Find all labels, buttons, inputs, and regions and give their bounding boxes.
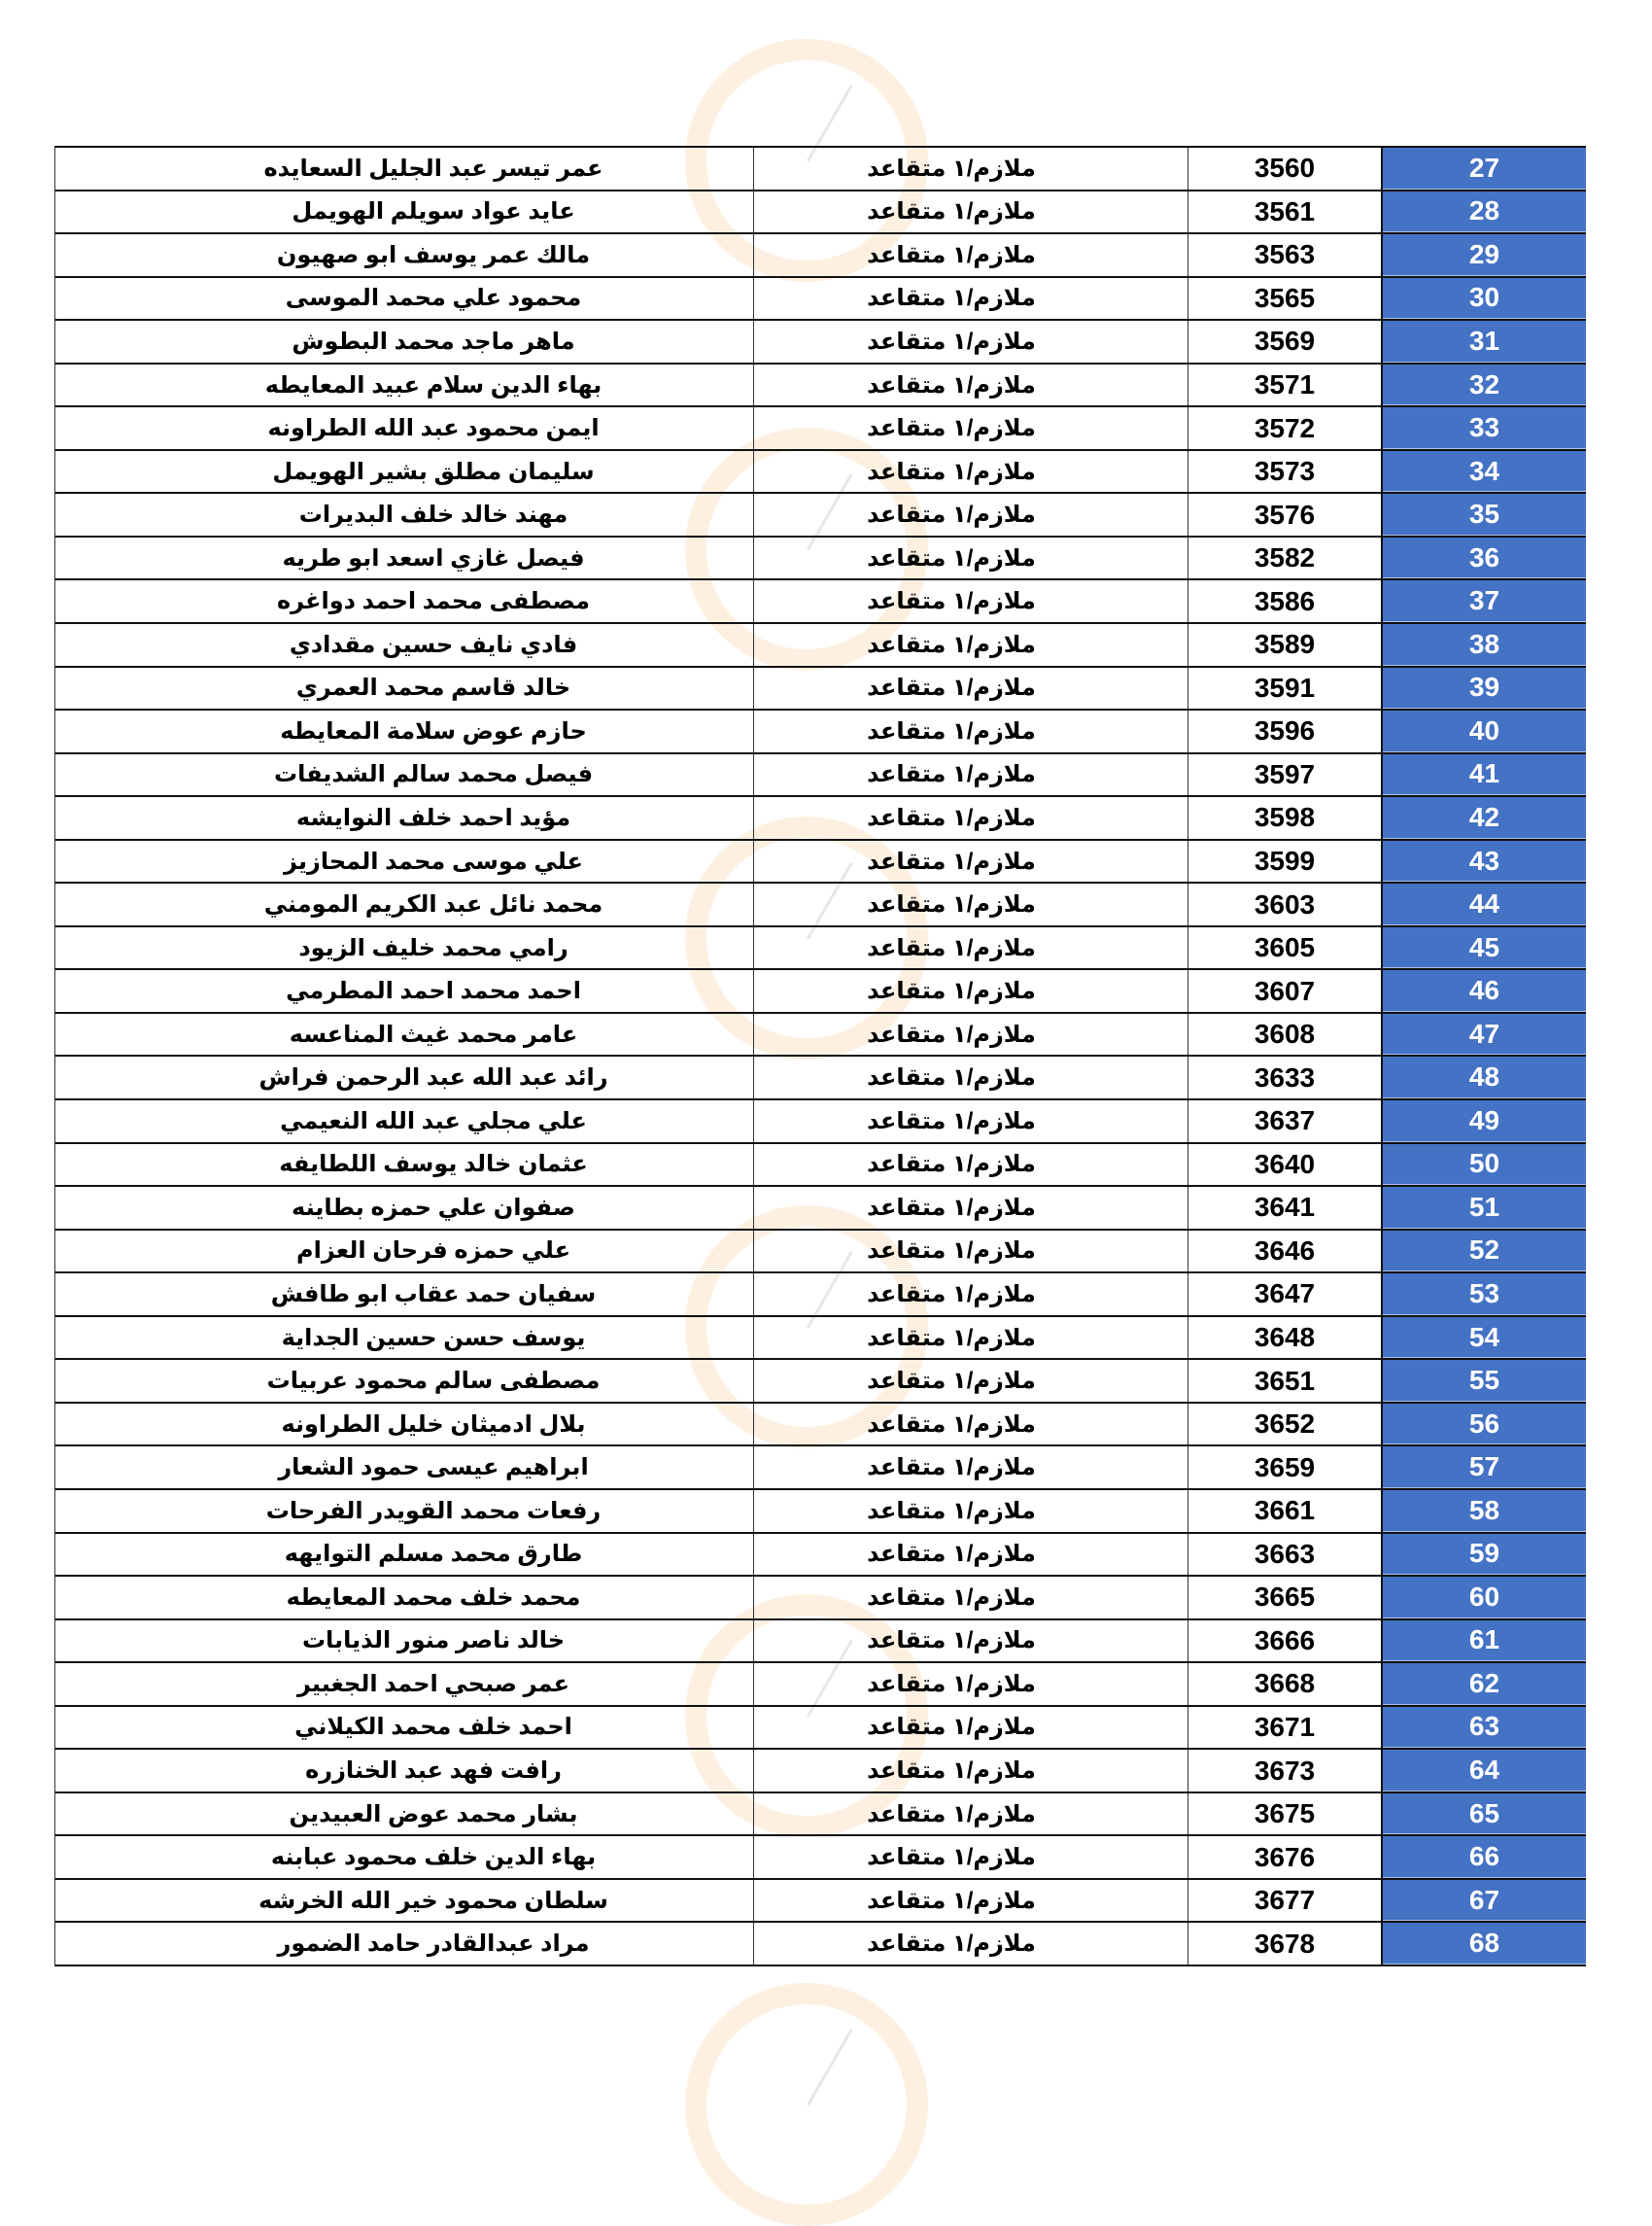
table-row (55, 1750, 1586, 1793)
number-cell: 3563 (1188, 234, 1383, 276)
table-row (55, 927, 1586, 971)
table-row (55, 1273, 1586, 1317)
index-cell: 45 (1383, 927, 1586, 969)
rank-cell: ملازم/١ متقاعد (754, 754, 1188, 796)
table-row (55, 624, 1586, 668)
rank-cell: ملازم/١ متقاعد (754, 1187, 1188, 1229)
index-cell: 29 (1383, 234, 1586, 276)
index-cell: 64 (1383, 1750, 1586, 1791)
rank-cell: ملازم/١ متقاعد (754, 538, 1188, 579)
index-cell: 37 (1383, 580, 1586, 622)
table-row (55, 1231, 1586, 1274)
number-cell: 3666 (1188, 1620, 1383, 1662)
index-cell: 42 (1383, 797, 1586, 839)
index-cell: 31 (1383, 321, 1586, 363)
index-cell: 52 (1383, 1231, 1586, 1272)
number-cell: 3651 (1188, 1360, 1383, 1402)
table-row (55, 365, 1586, 408)
table-row (55, 1577, 1586, 1620)
number-cell: 3675 (1188, 1793, 1383, 1835)
rank-cell: ملازم/١ متقاعد (754, 624, 1188, 666)
table-row (55, 191, 1586, 235)
number-cell: 3661 (1188, 1490, 1383, 1532)
table-row (55, 1923, 1586, 1966)
table-row (55, 1707, 1586, 1751)
number-cell: 3561 (1188, 191, 1383, 233)
index-cell: 49 (1383, 1100, 1586, 1142)
table-row (55, 711, 1586, 754)
index-cell: 66 (1383, 1836, 1586, 1878)
number-cell: 3571 (1188, 365, 1383, 406)
number-cell: 3599 (1188, 841, 1383, 883)
index-cell: 33 (1383, 407, 1586, 449)
rank-cell: ملازم/١ متقاعد (754, 1057, 1188, 1098)
name-cell: سليمان مطلق بشير الهويمل (55, 451, 754, 493)
index-cell: 30 (1383, 278, 1586, 320)
table-row (55, 1144, 1586, 1188)
index-cell: 54 (1383, 1317, 1586, 1359)
table-row (55, 234, 1586, 278)
rank-cell: ملازم/١ متقاعد (754, 1446, 1188, 1488)
number-cell: 3676 (1188, 1836, 1383, 1878)
number-cell: 3576 (1188, 494, 1383, 536)
personnel-table (54, 146, 1586, 1966)
number-cell: 3589 (1188, 624, 1383, 666)
index-cell: 53 (1383, 1273, 1586, 1315)
number-cell: 3607 (1188, 970, 1383, 1012)
name-cell: فيصل غازي اسعد ابو طريه (55, 538, 754, 579)
rank-cell: ملازم/١ متقاعد (754, 711, 1188, 752)
name-cell: علي حمزه فرحان العزام (55, 1231, 754, 1272)
table-row (55, 754, 1586, 798)
index-cell: 65 (1383, 1793, 1586, 1835)
number-cell: 3598 (1188, 797, 1383, 839)
index-cell: 43 (1383, 841, 1586, 883)
rank-cell: ملازم/١ متقاعد (754, 668, 1188, 710)
rank-cell: ملازم/١ متقاعد (754, 1100, 1188, 1142)
index-cell: 46 (1383, 970, 1586, 1012)
rank-cell: ملازم/١ متقاعد (754, 1836, 1188, 1878)
index-cell: 36 (1383, 538, 1586, 579)
index-cell: 48 (1383, 1057, 1586, 1098)
number-cell: 3573 (1188, 451, 1383, 493)
table-row (55, 1490, 1586, 1534)
rank-cell: ملازم/١ متقاعد (754, 1404, 1188, 1445)
table-row (55, 1057, 1586, 1100)
number-cell: 3678 (1188, 1923, 1383, 1965)
name-cell: سفيان حمد عقاب ابو طافش (55, 1273, 754, 1315)
rank-cell: ملازم/١ متقاعد (754, 1793, 1188, 1835)
index-cell: 57 (1383, 1446, 1586, 1488)
index-cell: 51 (1383, 1187, 1586, 1229)
rank-cell: ملازم/١ متقاعد (754, 494, 1188, 536)
name-cell: رافت فهد عبد الخنازره (55, 1750, 754, 1791)
name-cell: ايمن محمود عبد الله الطراونه (55, 407, 754, 449)
rank-cell: ملازم/١ متقاعد (754, 148, 1188, 190)
number-cell: 3597 (1188, 754, 1383, 796)
rank-cell: ملازم/١ متقاعد (754, 191, 1188, 233)
index-cell: 34 (1383, 451, 1586, 493)
rank-cell: ملازم/١ متقاعد (754, 1663, 1188, 1705)
name-cell: عمر صبحي احمد الجغبير (55, 1663, 754, 1705)
rank-cell: ملازم/١ متقاعد (754, 1534, 1188, 1576)
table-row (55, 407, 1586, 451)
rank-cell: ملازم/١ متقاعد (754, 1360, 1188, 1402)
table-row (55, 1620, 1586, 1664)
name-cell: خالد قاسم محمد العمري (55, 668, 754, 710)
index-cell: 59 (1383, 1534, 1586, 1576)
table-row (55, 1446, 1586, 1490)
table-row (55, 321, 1586, 365)
rank-cell: ملازم/١ متقاعد (754, 1577, 1188, 1618)
name-cell: احمد محمد احمد المطرمي (55, 970, 754, 1012)
rank-cell: ملازم/١ متقاعد (754, 1620, 1188, 1662)
index-cell: 50 (1383, 1144, 1586, 1186)
index-cell: 56 (1383, 1404, 1586, 1445)
index-cell: 60 (1383, 1577, 1586, 1618)
index-cell: 41 (1383, 754, 1586, 796)
table-row (55, 841, 1586, 885)
number-cell: 3663 (1188, 1534, 1383, 1576)
rank-cell: ملازم/١ متقاعد (754, 797, 1188, 839)
name-cell: مهند خالد خلف البديرات (55, 494, 754, 536)
rank-cell: ملازم/١ متقاعد (754, 1317, 1188, 1359)
number-cell: 3652 (1188, 1404, 1383, 1445)
table-row (55, 797, 1586, 841)
name-cell: بشار محمد عوض العبيدين (55, 1793, 754, 1835)
table-row (55, 1100, 1586, 1144)
index-cell: 61 (1383, 1620, 1586, 1662)
index-cell: 39 (1383, 668, 1586, 710)
table-row (55, 580, 1586, 624)
name-cell: بهاء الدين خلف محمود عبابنه (55, 1836, 754, 1878)
index-cell: 55 (1383, 1360, 1586, 1402)
number-cell: 3637 (1188, 1100, 1383, 1142)
rank-cell: ملازم/١ متقاعد (754, 841, 1188, 883)
name-cell: صفوان علي حمزه بطاينه (55, 1187, 754, 1229)
number-cell: 3640 (1188, 1144, 1383, 1186)
index-cell: 58 (1383, 1490, 1586, 1532)
number-cell: 3572 (1188, 407, 1383, 449)
number-cell: 3603 (1188, 884, 1383, 925)
table-row (55, 1793, 1586, 1837)
name-cell: بهاء الدين سلام عبيد المعايطه (55, 365, 754, 406)
name-cell: فيصل محمد سالم الشديفات (55, 754, 754, 796)
table-row (55, 668, 1586, 712)
number-cell: 3673 (1188, 1750, 1383, 1791)
rank-cell: ملازم/١ متقاعد (754, 580, 1188, 622)
rank-cell: ملازم/١ متقاعد (754, 927, 1188, 969)
rank-cell: ملازم/١ متقاعد (754, 234, 1188, 276)
index-cell: 62 (1383, 1663, 1586, 1705)
index-cell: 47 (1383, 1014, 1586, 1056)
rank-cell: ملازم/١ متقاعد (754, 884, 1188, 925)
name-cell: سلطان محمود خير الله الخرشه (55, 1880, 754, 1922)
index-cell: 28 (1383, 191, 1586, 233)
number-cell: 3633 (1188, 1057, 1383, 1098)
rank-cell: ملازم/١ متقاعد (754, 1273, 1188, 1315)
name-cell: حازم عوض سلامة المعايطه (55, 711, 754, 752)
index-cell: 40 (1383, 711, 1586, 752)
number-cell: 3608 (1188, 1014, 1383, 1056)
table-row (55, 538, 1586, 581)
index-cell: 67 (1383, 1880, 1586, 1922)
table-row (55, 1404, 1586, 1447)
name-cell: مراد عبدالقادر حامد الضمور (55, 1923, 754, 1965)
table-row (55, 884, 1586, 927)
number-cell: 3591 (1188, 668, 1383, 710)
number-cell: 3659 (1188, 1446, 1383, 1488)
number-cell: 3565 (1188, 278, 1383, 320)
table-row (55, 1317, 1586, 1361)
rank-cell: ملازم/١ متقاعد (754, 1880, 1188, 1922)
rank-cell: ملازم/١ متقاعد (754, 1144, 1188, 1186)
table-row (55, 970, 1586, 1014)
name-cell: محمد خلف محمد المعايطه (55, 1577, 754, 1618)
name-cell: ماهر ماجد محمد البطوش (55, 321, 754, 363)
name-cell: عامر محمد غيث المناعسه (55, 1014, 754, 1056)
name-cell: يوسف حسن حسين الجداية (55, 1317, 754, 1359)
name-cell: فادي نايف حسين مقدادي (55, 624, 754, 666)
number-cell: 3560 (1188, 148, 1383, 190)
table-row (55, 1014, 1586, 1058)
table-row (55, 278, 1586, 322)
table-row (55, 451, 1586, 495)
name-cell: رامي محمد خليف الزيود (55, 927, 754, 969)
name-cell: احمد خلف محمد الكيلاني (55, 1707, 754, 1749)
name-cell: مصطفى محمد احمد دواغره (55, 580, 754, 622)
rank-cell: ملازم/١ متقاعد (754, 1707, 1188, 1749)
table-row (55, 1663, 1586, 1707)
name-cell: عثمان خالد يوسف اللطايفه (55, 1144, 754, 1186)
number-cell: 3668 (1188, 1663, 1383, 1705)
index-cell: 27 (1383, 148, 1586, 190)
index-cell: 35 (1383, 494, 1586, 536)
number-cell: 3647 (1188, 1273, 1383, 1315)
name-cell: مالك عمر يوسف ابو صهيون (55, 234, 754, 276)
table-row (55, 1187, 1586, 1231)
name-cell: بلال ادميثان خليل الطراونه (55, 1404, 754, 1445)
index-cell: 38 (1383, 624, 1586, 666)
table-row (55, 494, 1586, 538)
number-cell: 3569 (1188, 321, 1383, 363)
name-cell: علي موسى محمد المحازيز (55, 841, 754, 883)
rank-cell: ملازم/١ متقاعد (754, 1750, 1188, 1791)
rank-cell: ملازم/١ متقاعد (754, 1014, 1188, 1056)
name-cell: رفعات محمد القويدر الفرحات (55, 1490, 754, 1532)
rank-cell: ملازم/١ متقاعد (754, 1490, 1188, 1532)
name-cell: خالد ناصر منور الذيابات (55, 1620, 754, 1662)
rank-cell: ملازم/١ متقاعد (754, 407, 1188, 449)
rank-cell: ملازم/١ متقاعد (754, 1231, 1188, 1272)
watermark-clock (685, 1983, 928, 2226)
number-cell: 3605 (1188, 927, 1383, 969)
table-row (55, 148, 1586, 191)
table-row (55, 1534, 1586, 1578)
rank-cell: ملازم/١ متقاعد (754, 321, 1188, 363)
name-cell: رائد عبد الله عبد الرحمن فراش (55, 1057, 754, 1098)
number-cell: 3646 (1188, 1231, 1383, 1272)
table-row (55, 1360, 1586, 1404)
number-cell: 3677 (1188, 1880, 1383, 1922)
number-cell: 3671 (1188, 1707, 1383, 1749)
table-row (55, 1880, 1586, 1924)
rank-cell: ملازم/١ متقاعد (754, 278, 1188, 320)
number-cell: 3582 (1188, 538, 1383, 579)
number-cell: 3596 (1188, 711, 1383, 752)
name-cell: مؤيد احمد خلف النوايشه (55, 797, 754, 839)
rank-cell: ملازم/١ متقاعد (754, 1923, 1188, 1965)
rank-cell: ملازم/١ متقاعد (754, 365, 1188, 406)
index-cell: 44 (1383, 884, 1586, 925)
index-cell: 63 (1383, 1707, 1586, 1749)
name-cell: علي مجلي عبد الله النعيمي (55, 1100, 754, 1142)
index-cell: 68 (1383, 1923, 1586, 1965)
number-cell: 3648 (1188, 1317, 1383, 1359)
table-row (55, 1836, 1586, 1880)
index-cell: 32 (1383, 365, 1586, 406)
name-cell: عايد عواد سويلم الهويمل (55, 191, 754, 233)
rank-cell: ملازم/١ متقاعد (754, 970, 1188, 1012)
number-cell: 3665 (1188, 1577, 1383, 1618)
name-cell: محمود علي محمد الموسى (55, 278, 754, 320)
name-cell: عمر تيسر عبد الجليل السعايده (55, 148, 754, 190)
name-cell: مصطفى سالم محمود عربيات (55, 1360, 754, 1402)
name-cell: ابراهيم عيسى حمود الشعار (55, 1446, 754, 1488)
name-cell: محمد نائل عبد الكريم المومني (55, 884, 754, 925)
rank-cell: ملازم/١ متقاعد (754, 451, 1188, 493)
number-cell: 3586 (1188, 580, 1383, 622)
name-cell: طارق محمد مسلم التوايهه (55, 1534, 754, 1576)
number-cell: 3641 (1188, 1187, 1383, 1229)
